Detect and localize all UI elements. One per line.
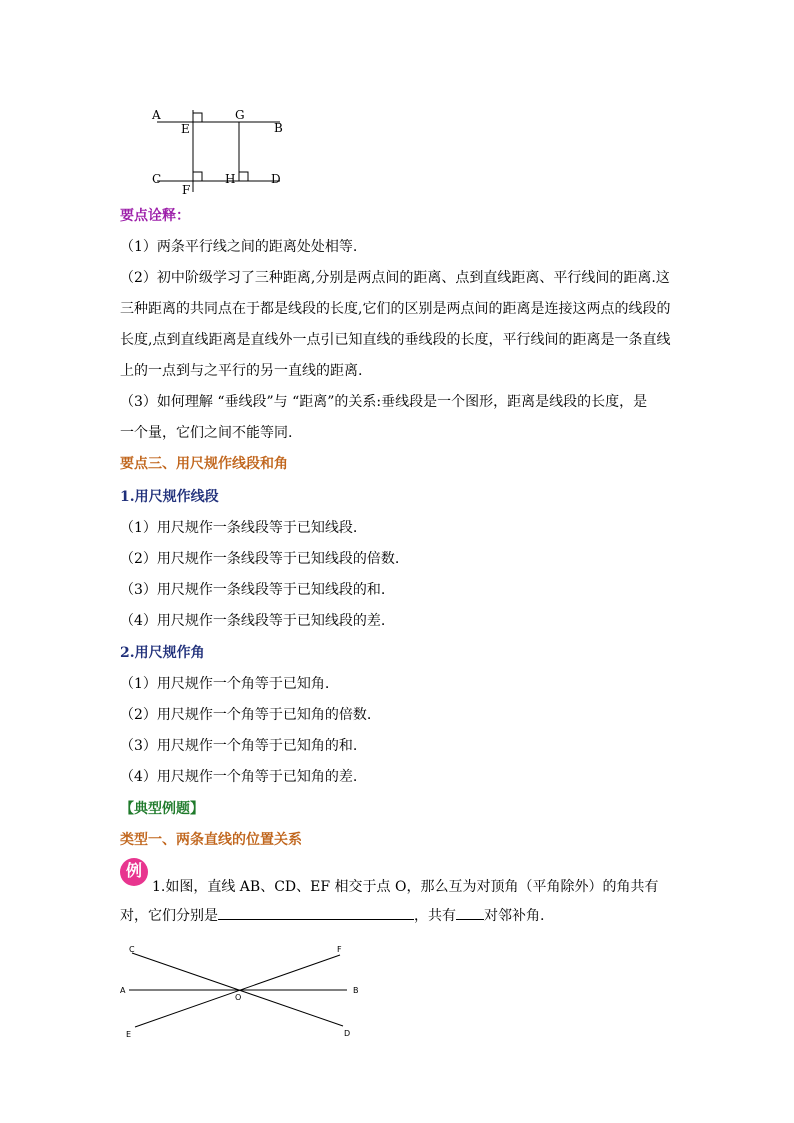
notes-heading: 要点诠释： [120,208,190,224]
label-e-2: E [126,1030,132,1039]
subsection-2-heading: 2.用尺规作角 [120,645,205,661]
subsection-2-item-1: （1）用尺规作一个角等于已知角. [120,676,330,692]
note-1: （1）两条平行线之间的距离处处相等. [120,239,358,255]
label-f-2: F [337,945,342,954]
note-2-line-1: （2）初中阶级学习了三种距离,分别是两点间的距离、点到直线距离、平行线间的距离.这 [120,270,670,286]
label-f: F [182,183,191,197]
question-1-text-a: 对，它们分别是 [120,908,218,924]
label-d-2: D [344,1029,351,1038]
subsection-2-item-3: （3）用尺规作一个角等于已知角的和. [120,738,358,754]
right-angle-mark-e [193,113,202,122]
label-a: A [152,108,161,122]
parallel-lines-figure [145,102,295,200]
type-1-heading: 类型一、两条直线的位置关系 [120,832,302,848]
subsection-1-item-2: （2）用尺规作一条线段等于已知线段的倍数. [120,551,400,567]
examples-heading: 【典型例题】 [120,801,204,817]
label-o: O [235,993,242,1002]
label-h: H [225,172,236,186]
right-angle-mark-f [193,172,202,181]
label-b: B [274,121,283,135]
subsection-1-heading: 1.用尺规作线段 [120,489,219,505]
label-c: C [152,172,162,186]
answer-blank-2[interactable] [456,905,484,920]
note-3-line-2: 一个量，它们之间不能等同. [120,425,293,441]
subsection-2-item-4: （4）用尺规作一个角等于已知角的差. [120,769,358,785]
label-a-2: A [120,986,126,995]
section-3-heading: 要点三、用尺规作线段和角 [120,456,288,472]
subsection-1-item-1: （1）用尺规作一条线段等于已知线段. [120,520,358,536]
label-d: D [271,172,281,186]
note-2-line-3: 长度,点到直线距离是直线外一点引已知直线的垂线段的长度，平行线间的距离是一条直线 [120,332,671,348]
subsection-1-item-3: （3）用尺规作一条线段等于已知线段的和. [120,582,386,598]
question-1-text-b: ，共有 [414,908,456,924]
note-3-line-1: （3）如何理解 “垂线段”与 “距离”的关系:垂线段是一个图形，距离是线段的长度，是 [120,394,648,410]
question-1-line-1: 1.如图，直线 AB、CD、EF 相交于点 O，那么互为对顶角（平角除外）的角共有 [152,879,659,895]
note-2-line-2: 三种距离的共同点在于都是线段的长度,它们的区别是两点间的距离是连接这两点的线段的 [120,301,671,317]
intersecting-lines-figure [115,938,365,1040]
label-c-2: C [129,945,135,954]
right-angle-mark-h [239,172,248,181]
note-2-line-4: 上的一点到与之平行的另一直线的距离. [120,363,363,379]
subsection-1-item-4: （4）用尺规作一条线段等于已知线段的差. [120,613,386,629]
label-g: G [235,108,245,122]
example-badge: 例 [120,858,148,886]
answer-blank-1[interactable] [218,905,414,920]
label-b-2: B [353,986,359,995]
question-1-line-2 [120,905,544,926]
label-e: E [181,122,190,136]
subsection-2-item-2: （2）用尺规作一个角等于已知角的倍数. [120,707,372,723]
question-1-text-c: 对邻补角. [484,908,545,924]
line-ef-2 [135,955,340,1027]
